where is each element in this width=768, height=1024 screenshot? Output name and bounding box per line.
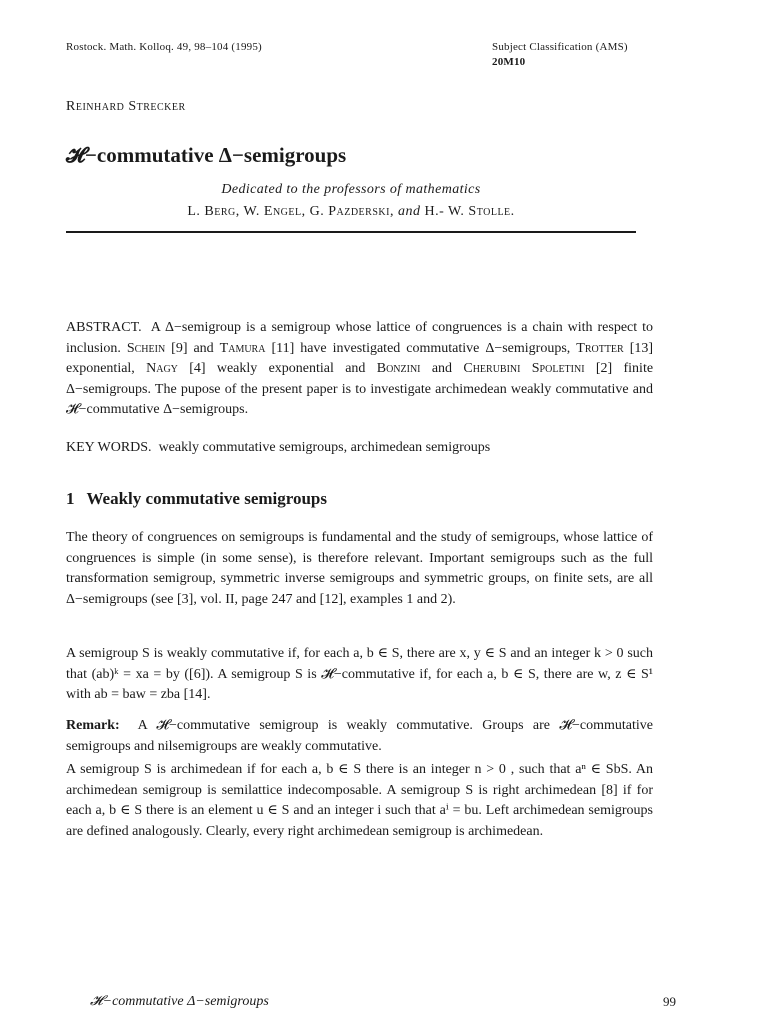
author-ref-tamura: Tamura [219, 340, 266, 356]
abstract-text-1: A Δ−semigroup is a semigroup whose lattice of congruences is a chain with respect to inclusion. [66, 320, 653, 356]
abstract-text-7: [2] finite Δ−semigroups. The pupose of the present paper is to investigate archimedean weakly commutative and 𝓗−commutative Δ−semigroups. [66, 361, 654, 418]
subject-classification-label: Subject Classification (AMS) [492, 41, 628, 53]
abstract-text-2: [9] and [171, 340, 214, 356]
subject-classification-code: 20M10 [492, 56, 526, 68]
journal-citation: Rostock. Math. Kolloq. 49, 98–104 (1995) [66, 41, 262, 53]
section-heading [66, 489, 327, 509]
running-title: 𝓗−commutative Δ−semigroups [90, 994, 269, 1009]
body-paragraph-4-text: A semigroup S is archimedean if for each a, b ∈ S there is an integer n > 0 , such that aⁿ ∈ SbS. An archimedean semigroup is semilattice indecomposable. A semigroup S is right archimedean [8] if for each a, b ∈ S there is an element u ∈ S and an integer i such that aⁱ = bu. Left archimedean semigroups are defined analogously. Clearly, every right archimedean semigroup is archimedean. [66, 762, 653, 839]
body-paragraph-2-text: A semigroup S is weakly commutative if, for each a, b ∈ S, there are x, y ∈ S and an integer k > 0 such that (ab)ᵏ = xa = by ([6]). A semigroup S is 𝓗−commutative if, for each a, b ∈ S, there are w, z ∈ S¹ with ab = baw = zba [14]. [66, 646, 653, 703]
honorees-names: L. Berg, W. Engel, G. Pazderski, [187, 204, 394, 219]
page-number: 99 [663, 994, 676, 1009]
honorees-last: H.- W. Stolle. [424, 204, 515, 219]
abstract-text-3: [11] have investigated commutative Δ−semigroups, [271, 340, 571, 356]
remark-text: A 𝓗−commutative semigroup is weakly commutative. Groups are 𝓗−commutative semigroups and nilsemigroups are weakly commutative. [66, 718, 653, 754]
paper-title: 𝓗−commutative Δ−semigroups [66, 143, 347, 167]
body-paragraph-2 [66, 644, 653, 706]
keywords [66, 438, 653, 459]
keywords-label: KEY WORDS. [66, 440, 152, 455]
author-ref-trotter: Trotter [576, 340, 624, 356]
title-divider [66, 231, 636, 233]
abstract [66, 318, 653, 421]
body-paragraph-1-text: The theory of congruences on semigroups is fundamental and the study of semigroups, whose lattice of congruences is simple (in some sense), is therefore relevant. Important semigroups such as the full transformation semigroup, symmetric inverse semigroups and symmetric groups, on finite sets, are all Δ−semigroups (see [3], vol. II, page 247 and [12], examples 1 and 2). [66, 530, 653, 607]
section-title: Weakly commutative semigroups [86, 489, 328, 508]
abstract-text-4: [13] exponential, [66, 340, 654, 377]
body-paragraph-4 [66, 760, 653, 842]
author-ref-cherubini: Cherubini Spoletini [463, 361, 585, 377]
author-name: Reinhard Strecker [66, 99, 186, 114]
abstract-text-6: and [431, 361, 453, 377]
dedication: Dedicated to the professors of mathematics [221, 182, 481, 197]
author-ref-nagy: Nagy [146, 361, 178, 377]
author-ref-bonzini: Bonzini [376, 361, 421, 377]
dedication-honorees [66, 204, 636, 220]
author-ref-schein: Schein [126, 340, 166, 356]
remark-label: Remark: [66, 718, 120, 733]
section-number: 1 [66, 489, 75, 508]
abstract-text-5: [4] weakly exponential and [189, 361, 366, 377]
keywords-text: weakly commutative semigroups, archimedean semigroups [158, 440, 491, 455]
abstract-label: ABSTRACT. [66, 320, 142, 335]
body-paragraph-1 [66, 528, 653, 610]
remark-paragraph [66, 716, 653, 757]
honorees-and: and [397, 204, 421, 219]
